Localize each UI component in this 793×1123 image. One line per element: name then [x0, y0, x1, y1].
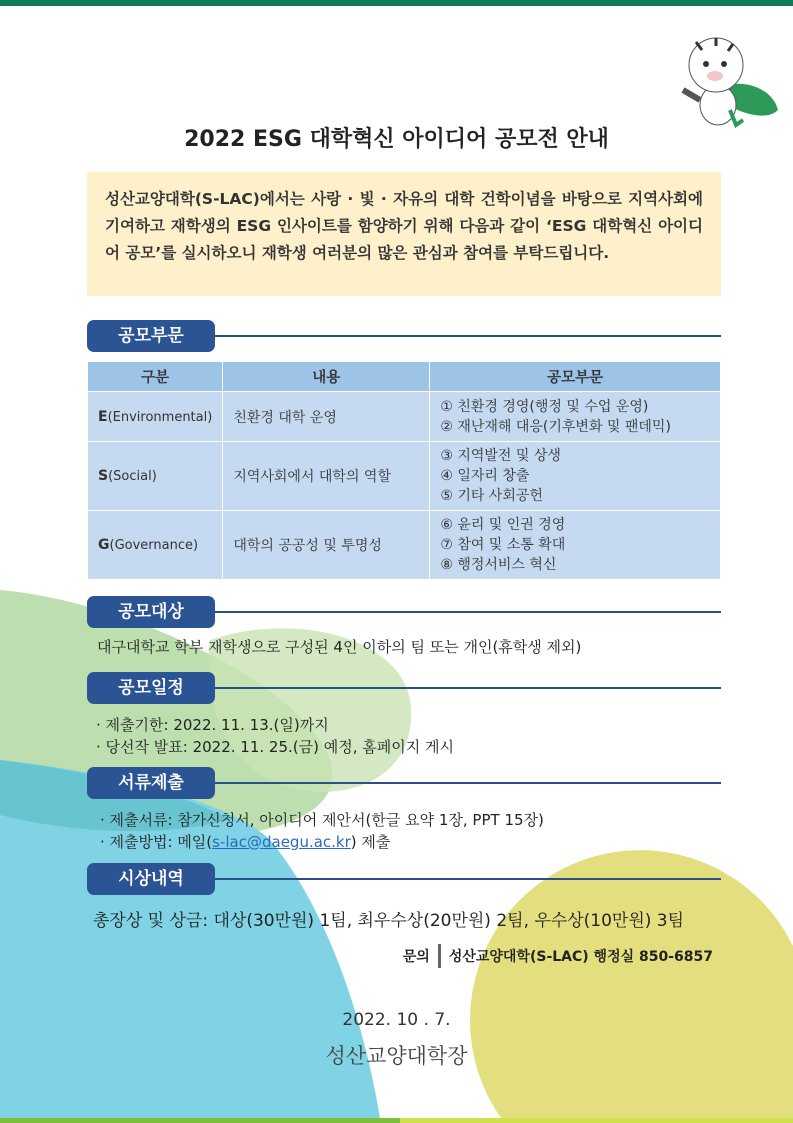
- category-item: ⑦ 참여 및 소통 확대: [440, 537, 566, 553]
- bottom-bar: [0, 1118, 400, 1123]
- schedule-item: · 제출기한: 2022. 11. 13.(일)까지: [96, 716, 329, 734]
- page-title: 2022 ESG 대학혁신 아이디어 공모전 안내: [184, 127, 609, 152]
- table-row: [88, 511, 721, 580]
- section-header-category: [87, 320, 721, 352]
- category-item: ① 친환경 경영(행정 및 수업 운영): [440, 398, 649, 415]
- section-header-submit: [87, 767, 721, 799]
- section-header-target: [87, 596, 721, 628]
- category-item: ④ 일자리 창출: [440, 468, 530, 484]
- issuer: 성산교양대학장: [325, 1044, 468, 1068]
- contact-text: 성산교양대학(S-LAC) 행정실 850-6857: [448, 949, 713, 965]
- divider: [215, 878, 721, 880]
- submit-method: [100, 831, 544, 853]
- submit-method-suffix: ) 제출: [350, 833, 391, 851]
- divider: [215, 611, 721, 613]
- divider: [215, 335, 721, 337]
- intro-box: 성산교양대학(S-LAC)에서는 사랑 · 빛 · 자유의 대학 건학이념을 바탕으로 지역사회에 기여하고 재학생의 ESG 인사이트를 함양하기 위해 다음과 같이 ‘ESG 대학혁신 아이디어 공모’를 실시하오니 재학생 여러분의 많은 관심과 참여를 부탁드립니다.: [87, 172, 721, 296]
- table-header: 내용: [223, 362, 430, 392]
- section-label: 시상내역: [87, 863, 215, 895]
- section-header-awards: [87, 863, 721, 895]
- bottom-bar: [400, 1118, 793, 1123]
- category-name: (Social): [108, 469, 157, 484]
- target-text: 대구대학교 학부 재학생으로 구성된 4인 이하의 팀 또는 개인(휴학생 제외): [97, 638, 582, 656]
- section-label: 서류제출: [87, 767, 215, 799]
- category-table: [87, 361, 721, 580]
- category-name: (Environmental): [107, 409, 213, 425]
- divider: [438, 944, 441, 968]
- category-item: ② 재난재해 대응(기후변화 및 팬데믹): [440, 418, 671, 435]
- issue-date: 2022. 10 . 7.: [342, 1010, 451, 1030]
- category-content: 친환경 대학 운영: [223, 392, 430, 442]
- category-item: ⑤ 기타 사회공헌: [440, 488, 543, 504]
- category-code: E: [98, 408, 108, 425]
- category-code: S: [98, 468, 109, 484]
- category-content: 지역사회에서 대학의 역할: [223, 442, 430, 511]
- schedule-item: · 당선작 발표: 2022. 11. 25.(금) 예정, 홈페이지 게시: [96, 738, 454, 756]
- table-row: [88, 392, 721, 442]
- table-row: [88, 442, 721, 511]
- table-header: 구분: [88, 362, 223, 392]
- divider: [215, 687, 721, 689]
- category-code: G: [98, 537, 110, 553]
- awards-text: 총장상 및 상금: 대상(30만원) 1팀, 최우수상(20만원) 2팀, 우수상(10만원) 3팀: [93, 911, 685, 931]
- top-bar: [0, 0, 793, 6]
- section-label: 공모부문: [87, 320, 215, 352]
- category-content: 대학의 공공성 및 투명성: [223, 511, 430, 580]
- submit-method-prefix: · 제출방법: 메일(: [100, 833, 213, 851]
- category-item: ⑥ 윤리 및 인권 경영: [440, 517, 566, 533]
- divider: [215, 782, 721, 784]
- submit-docs: · 제출서류: 참가신청서, 아이디어 제안서(한글 요약 1장, PPT 15장): [100, 811, 544, 829]
- category-item: ③ 지역발전 및 상생: [440, 448, 561, 464]
- email-link[interactable]: s-lac@daegu.ac.kr: [212, 833, 351, 851]
- tiger-mascot-icon: [678, 30, 783, 130]
- category-item: ⑧ 행정서비스 혁신: [440, 557, 557, 573]
- section-header-schedule: [87, 672, 721, 704]
- section-label: 공모대상: [87, 596, 215, 628]
- section-label: 공모일정: [87, 672, 215, 704]
- table-header: 공모부문: [430, 362, 721, 392]
- category-name: (Governance): [109, 538, 199, 553]
- contact-label: 문의: [402, 949, 430, 965]
